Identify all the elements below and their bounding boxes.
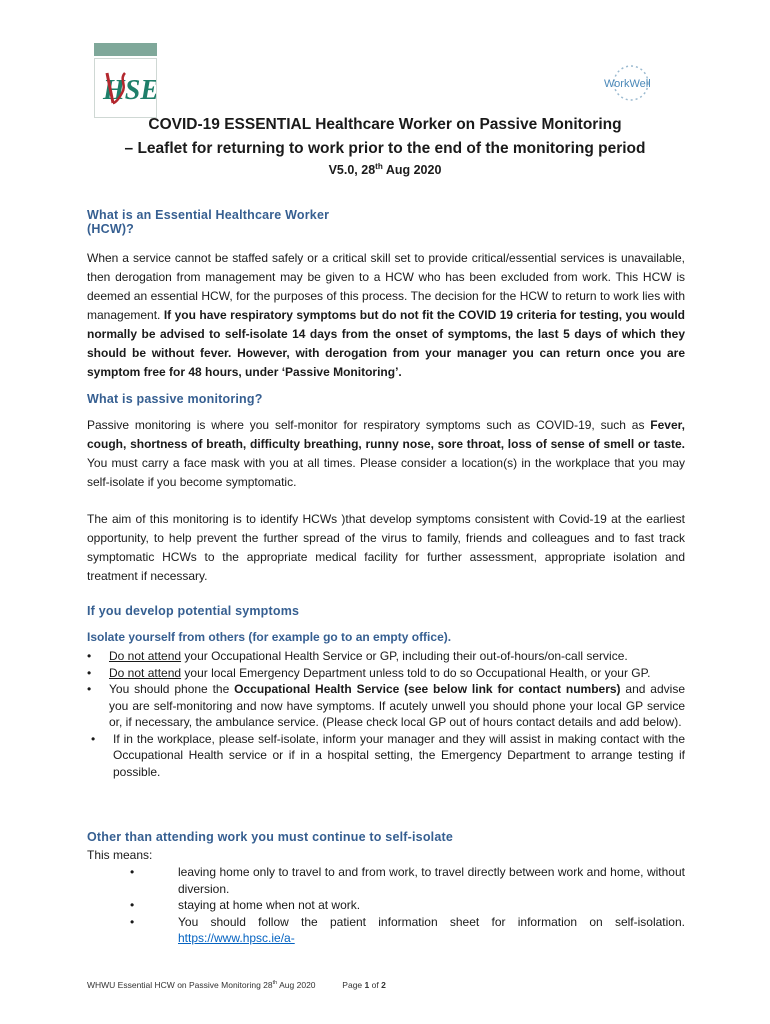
- page-number: 1: [364, 980, 370, 990]
- hse-logo-graphic: [95, 59, 156, 117]
- list-item: • Do not attend your local Emergency Department unless told to do so Occupational Health, or your GP.: [87, 665, 651, 680]
- page-total: 2: [381, 980, 386, 990]
- list-item: • staying at home when not at work.: [130, 898, 361, 912]
- section3-subheading: Isolate yourself from others (for example go to an empty office).: [87, 630, 452, 644]
- section2-heading: What is passive monitoring?: [87, 392, 263, 406]
- doc-title-line1: COVID-19 ESSENTIAL Healthcare Worker on Passive Monitoring: [148, 116, 622, 133]
- section1-paragraph: When a service cannot be staffed safely or a critical skill set to provide critical/essential services is unavailable, then derogation from management may be given to a HCW who has been excluded from work. This HCW is deemed an essential HCW, for the purposes of this process. The decision for the HCW to return to work lies with management. If you have respiratory symptoms but do not fit the COVID 19 criteria for testing, you would normally be advised to self-isolate 14 days from the onset of symptoms, the last 5 days of which they should be without fever. However, with derogation from your manager you can return once you are symptom free for 48 hours, under ‘Passive Monitoring’.: [87, 251, 685, 379]
- section3-heading: If you develop potential symptoms: [87, 604, 300, 618]
- list-item: • You should phone the Occupational Health Service (see below link for contact numbers) and advise you are self-monitoring and now have symptoms. If acutely unwell you should phone your local GP service or, if necessary, the ambulance service. (Please check local GP out of hours contact details and add below).: [87, 682, 685, 729]
- hse-logo: [94, 58, 157, 118]
- symptom-actions-list: [87, 648, 685, 780]
- doc-version: V5.0, 28th Aug 2020: [328, 161, 442, 177]
- list-item: • You should follow the patient information sheet for information on self-isolation. https://www.hpsc.ie/a-: [130, 914, 685, 945]
- hpsc-link[interactable]: https://www.hpsc.ie/a-: [178, 931, 295, 945]
- workwell-logo: [600, 62, 662, 104]
- list-item: • leaving home only to travel to and from work, to travel directly between work and home, without diversion.: [130, 865, 685, 896]
- list-item: • If in the workplace, please self-isolate, inform your manager and they will assist in making contact with the Occupational Health service or if in a hospital setting, the Emergency Department to arrange testing if possible.: [91, 731, 685, 779]
- page-footer: WHWU Essential HCW on Passive Monitoring 28th Aug 2020 Page 1 of 2: [87, 980, 386, 990]
- doc-title-line2: – Leaflet for returning to work prior to the end of the monitoring period: [124, 140, 646, 157]
- section1-heading: What is an Essential Healthcare Worker (HCW)?: [87, 208, 330, 236]
- section4-intro: This means:: [87, 848, 153, 862]
- hse-logo-text: HSE: [103, 75, 156, 106]
- section4-heading: Other than attending work you must continue to self-isolate: [87, 830, 453, 844]
- section2-paragraph2: The aim of this monitoring is to identify HCWs )that develop symptoms consistent with Covid-19 at the earliest opportunity, to help prevent the further spread of the virus to family, friends and colleagues and to fast track symptomatic HCWs to the appropriate medical facility for further assessment, appropriate isolation and treatment if necessary.: [87, 512, 685, 583]
- list-item: • Do not attend your Occupational Health Service or GP, including their out-of-hours/on-call service.: [87, 649, 628, 663]
- logo-bar: [94, 43, 157, 56]
- section2-paragraph1: Passive monitoring is where you self-monitor for respiratory symptoms such as COVID-19, such as Fever, cough, shortness of breath, difficulty breathing, runny nose, sore throat, loss of sense of smell or taste. You must carry a face mask with you at all times. Please consider a location(s) in the workplace that you may self-isolate if you become symptomatic.: [87, 418, 685, 489]
- self-isolate-list: [130, 864, 685, 947]
- workwell-logo-text: WorkWell: [604, 78, 651, 90]
